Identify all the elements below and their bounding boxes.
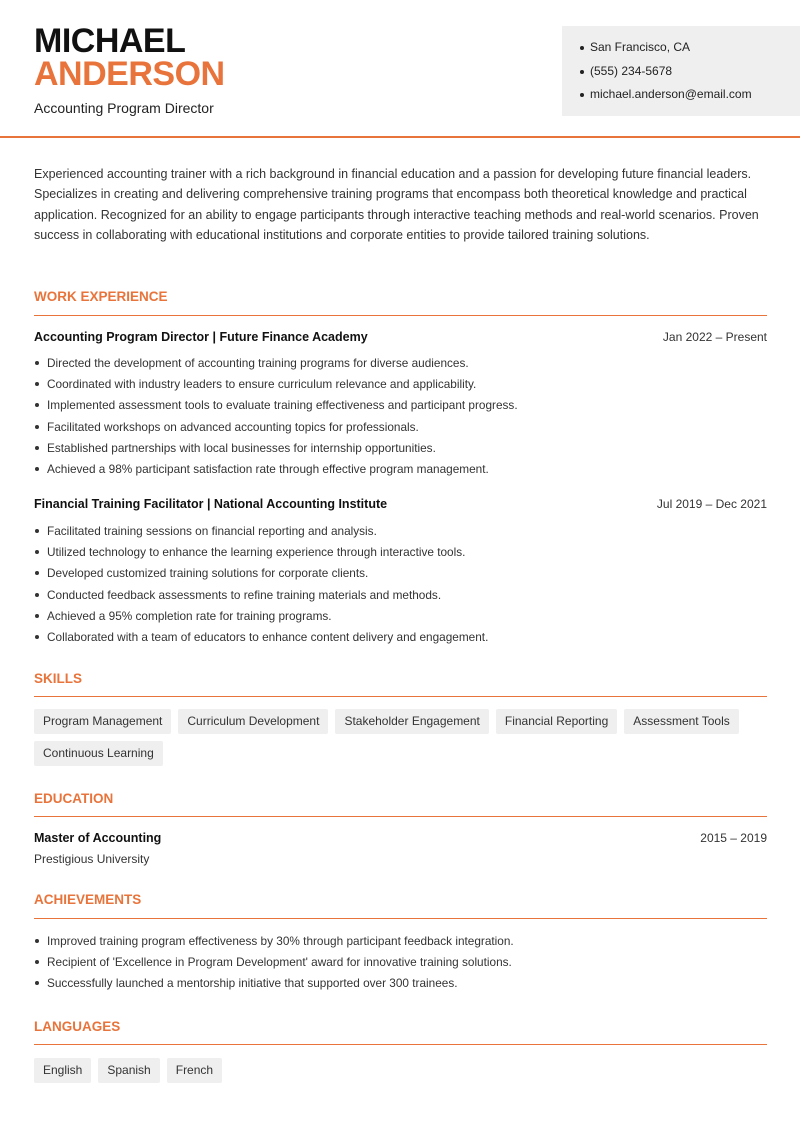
skills-heading: SKILLS: [34, 671, 83, 686]
list-item: Facilitated workshops on advanced accounting topics for professionals.: [34, 420, 767, 441]
work-experience-heading: WORK EXPERIENCE: [34, 289, 168, 304]
skill-tag: Assessment Tools: [624, 709, 739, 734]
job-role: Accounting Program Director | Future Finance Academy: [34, 330, 368, 344]
contact-box: [562, 26, 800, 116]
resume-header: [0, 0, 800, 138]
skill-tag: Curriculum Development: [178, 709, 328, 734]
languages-heading: LANGUAGES: [34, 1019, 121, 1034]
skill-tag: Continuous Learning: [34, 741, 163, 766]
list-item: Achieved a 95% completion rate for training programs.: [34, 609, 767, 630]
job-header: [34, 330, 767, 344]
first-name: MICHAEL: [34, 22, 186, 60]
section-divider: [34, 315, 767, 316]
list-item: Improved training program effectiveness by 30% through participant feedback integration.: [34, 934, 767, 955]
list-item: Coordinated with industry leaders to ensure curriculum relevance and applicability.: [34, 377, 767, 398]
list-item: Directed the development of accounting training programs for diverse audiences.: [34, 356, 767, 377]
skill-tag: Program Management: [34, 709, 171, 734]
list-item: Facilitated training sessions on financial reporting and analysis.: [34, 524, 767, 545]
job-bullets: [34, 524, 767, 651]
list-item: Implemented assessment tools to evaluate training effectiveness and participant progress.: [34, 398, 767, 419]
language-tag: English: [34, 1058, 91, 1083]
list-item: Established partnerships with local businesses for internship opportunities.: [34, 441, 767, 462]
job-role: Financial Training Facilitator | National Accounting Institute: [34, 497, 388, 511]
section-divider: [34, 816, 767, 817]
list-item: Achieved a 98% participant satisfaction rate through effective program management.: [34, 462, 767, 483]
education-dates: 2015 – 2019: [700, 831, 767, 845]
job-dates: Jul 2019 – Dec 2021: [656, 497, 767, 511]
education-heading: EDUCATION: [34, 791, 114, 806]
job-title: Accounting Program Director: [34, 100, 214, 116]
degree: Master of Accounting: [34, 831, 162, 845]
section-divider: [34, 696, 767, 697]
school: Prestigious University: [34, 852, 150, 866]
contact-phone: (555) 234-5678: [580, 63, 800, 87]
achievement-bullets: [34, 934, 767, 998]
contact-location: San Francisco, CA: [580, 39, 800, 63]
list-item: Developed customized training solutions for corporate clients.: [34, 566, 767, 587]
job-bullets: [34, 356, 767, 483]
list-item: Collaborated with a team of educators to enhance content delivery and engagement.: [34, 630, 767, 651]
last-name: ANDERSON: [34, 55, 225, 93]
education-header: [34, 831, 767, 845]
language-tag: French: [167, 1058, 222, 1083]
job-dates: Jan 2022 – Present: [662, 330, 767, 344]
list-item: Conducted feedback assessments to refine training materials and methods.: [34, 588, 767, 609]
list-item: Recipient of 'Excellence in Program Development' award for innovative training solutions.: [34, 955, 767, 976]
job-header: [34, 497, 767, 511]
skills-tags: [34, 709, 767, 766]
list-item: Successfully launched a mentorship initiative that supported over 300 trainees.: [34, 976, 767, 997]
list-item: Utilized technology to enhance the learning experience through interactive tools.: [34, 545, 767, 566]
section-divider: [34, 918, 767, 919]
language-tags: [34, 1058, 767, 1083]
skill-tag: Financial Reporting: [496, 709, 617, 734]
summary: Experienced accounting trainer with a rich background in financial education and a passion for developing future financial leaders. Specializes in creating and delivering comprehensive training programs that encompass both theoretical knowledge and practical application. Recognized for an ability to engage participants through interactive teaching methods and real-world scenarios. Proven success in collaborating with educational institutions and corporate entities to provide tailored training solutions.: [34, 167, 759, 242]
contact-email: michael.anderson@email.com: [580, 86, 800, 110]
language-tag: Spanish: [98, 1058, 159, 1083]
achievements-heading: ACHIEVEMENTS: [34, 892, 142, 907]
section-divider: [34, 1044, 767, 1045]
skill-tag: Stakeholder Engagement: [335, 709, 488, 734]
